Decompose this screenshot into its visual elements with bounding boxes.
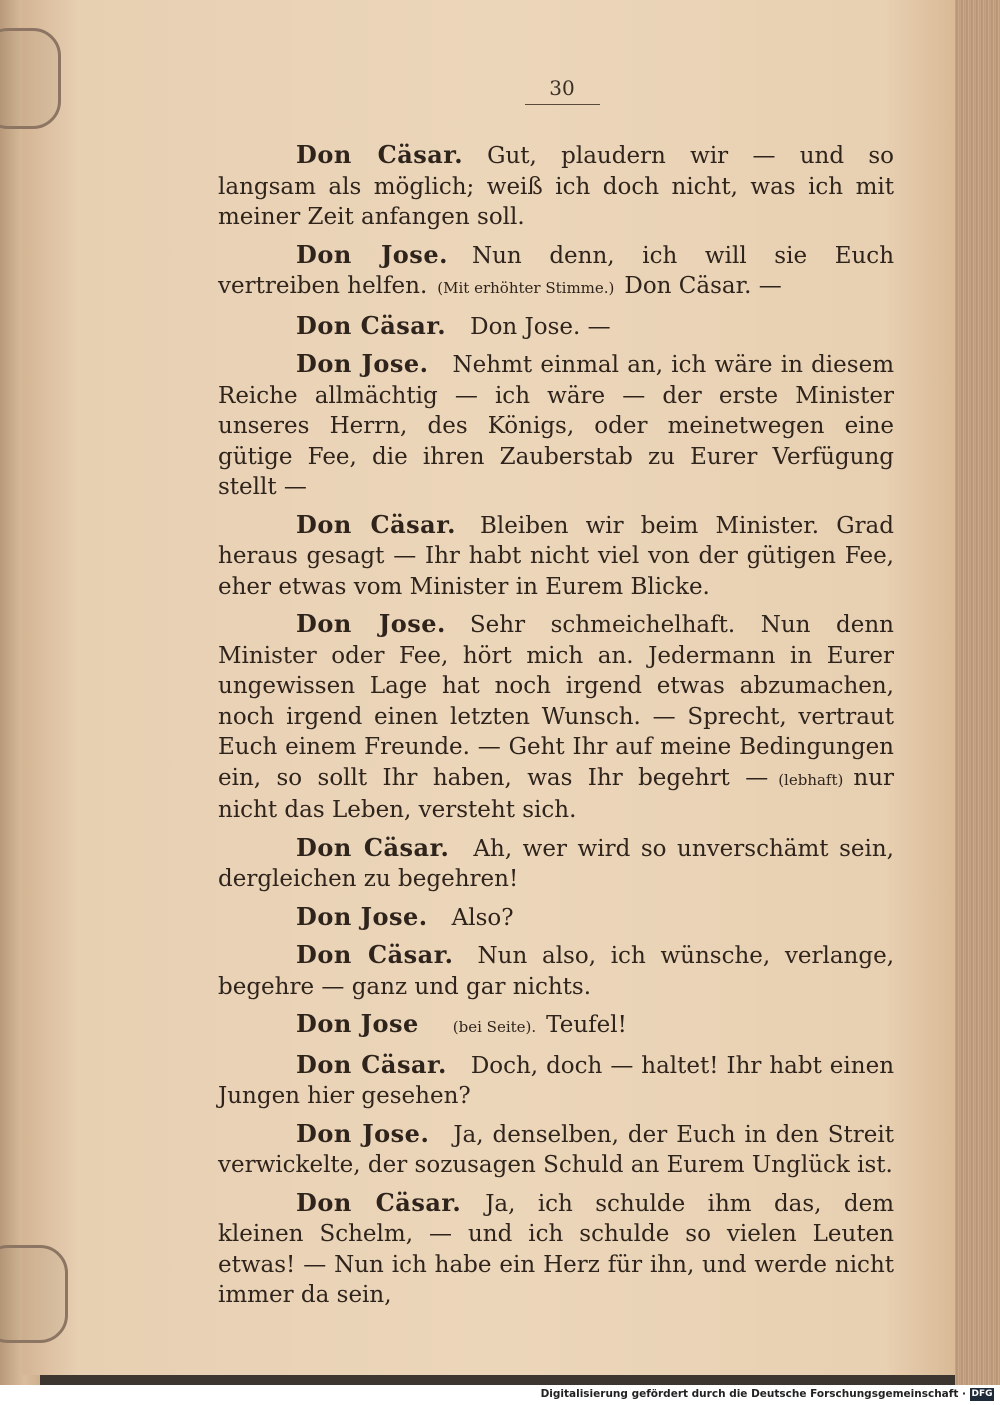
speaker-name: Don Cäsar.	[296, 509, 457, 539]
footer-bar	[0, 1385, 1000, 1405]
speaker-name: Don Jose.	[296, 609, 446, 638]
dialogue-text: Gut, plaudern wir — und so langsam als möglich; weiß ich doch nicht, was ich mit meiner Zeit anfangen soll.	[218, 143, 894, 230]
speaker-name: Don Cäsar.	[296, 310, 447, 340]
dialogue-paragraph	[218, 240, 894, 304]
dialogue-text: Nun denn, ich will sie Euch vertreiben helfen.	[218, 242, 895, 299]
speaker-name: Don Cäsar.	[296, 832, 450, 862]
speaker-name: Don Cäsar.	[296, 940, 454, 969]
speaker-name: Don Cäsar.	[296, 1187, 462, 1217]
dialogue-text: Sehr schmeichelhaft. Nun denn Minister oder Fee, hört mich an. Jedermann in Eurer ungewissen Lage hat noch irgend etwas abzumachen, noch irgend einen letzten Wunsch. — Sprecht, vertraut Euch einem Freunde. — Geht Ihr auf meine Bedingungen ein, so sollt Ihr haben, was Ihr begehrt —	[218, 612, 894, 791]
dialogue-paragraph	[218, 940, 894, 1002]
speaker-name: Don Cäsar.	[296, 1049, 447, 1079]
speaker-name: Don Jose	[296, 1009, 419, 1038]
dialogue-paragraph	[218, 833, 894, 895]
dialogue-paragraph	[218, 349, 894, 503]
dialogue-paragraph	[218, 609, 894, 826]
speaker-name: Don Jose.	[296, 239, 448, 269]
top-clip-icon	[0, 28, 61, 129]
dialogue-text: Also?	[451, 904, 514, 931]
bottom-clip-icon	[0, 1245, 68, 1343]
dialogue-text: Nun also, ich wünsche, verlange, begehre — ganz und gar nichts.	[218, 943, 895, 1000]
stage-direction: (Mit erhöhter Stimme.)	[437, 279, 615, 297]
stage-direction: (lebhaft)	[778, 770, 844, 789]
dialogue-paragraph	[218, 311, 894, 343]
stage-direction: (bei Seite).	[452, 1018, 537, 1036]
dialogue-text-continued: nur nicht das Leben, versteht sich.	[218, 764, 894, 823]
funding-credit: Digitalisierung gefördert durch die Deutsche Forschungsgemeinschaft ·	[540, 1388, 966, 1400]
dialogue-text-continued: Don Cäsar. —	[624, 273, 782, 299]
right-page-edges	[955, 0, 1000, 1385]
speaker-name: Don Jose.	[296, 1118, 430, 1148]
speaker-name: Don Cäsar.	[296, 140, 464, 169]
dialogue-text: Doch, doch — haltet! Ihr habt einen Jungen hier gesehen?	[218, 1052, 895, 1109]
dfg-logo: DFG	[971, 1389, 993, 1399]
dialogue-paragraph	[218, 140, 894, 233]
dialogue-paragraph	[218, 1050, 894, 1112]
dialogue-text: Nehmt einmal an, ich wäre in diesem Reiche allmächtig — ich wäre — der erste Minister unseres Herrn, des Königs, oder meinetwegen eine gütige Fee, die ihren Zauberstab zu Eurer Verfügung stellt —	[218, 352, 895, 500]
dialogue-text: Ja, ich schulde ihm das, dem kleinen Schelm, — und ich schulde so vielen Leuten etwas! — Nun ich habe ein Herz für ihn, und werde nicht immer da sein,	[218, 1190, 894, 1308]
dialogue-text: Ah, wer wird so unverschämt sein, dergleichen zu begehren!	[218, 835, 894, 892]
page-number: 30	[549, 76, 575, 100]
speaker-name: Don Jose.	[296, 349, 429, 378]
dialogue-text: Ja, denselben, der Euch in den Streit verwickelte, der sozusagen Schuld an Eurem Unglück ist.	[218, 1121, 895, 1178]
dialogue-paragraph	[218, 902, 894, 934]
dialogue-text: Don Jose. —	[470, 313, 611, 340]
dialogue-paragraph	[218, 1119, 894, 1181]
dialogue-paragraph	[218, 1188, 894, 1311]
dialogue-paragraph	[218, 510, 894, 603]
dialogue-text: Bleiben wir beim Minister. Grad heraus gesagt — Ihr habt nicht viel von der gütigen Fee, eher etwas vom Minister in Eurem Blicke.	[218, 512, 894, 600]
page-number-rule	[525, 104, 600, 105]
speaker-name: Don Jose.	[296, 901, 428, 931]
dialogue-text: Teufel!	[546, 1012, 627, 1038]
dialogue-paragraph	[218, 1009, 894, 1043]
play-text	[218, 140, 894, 1318]
